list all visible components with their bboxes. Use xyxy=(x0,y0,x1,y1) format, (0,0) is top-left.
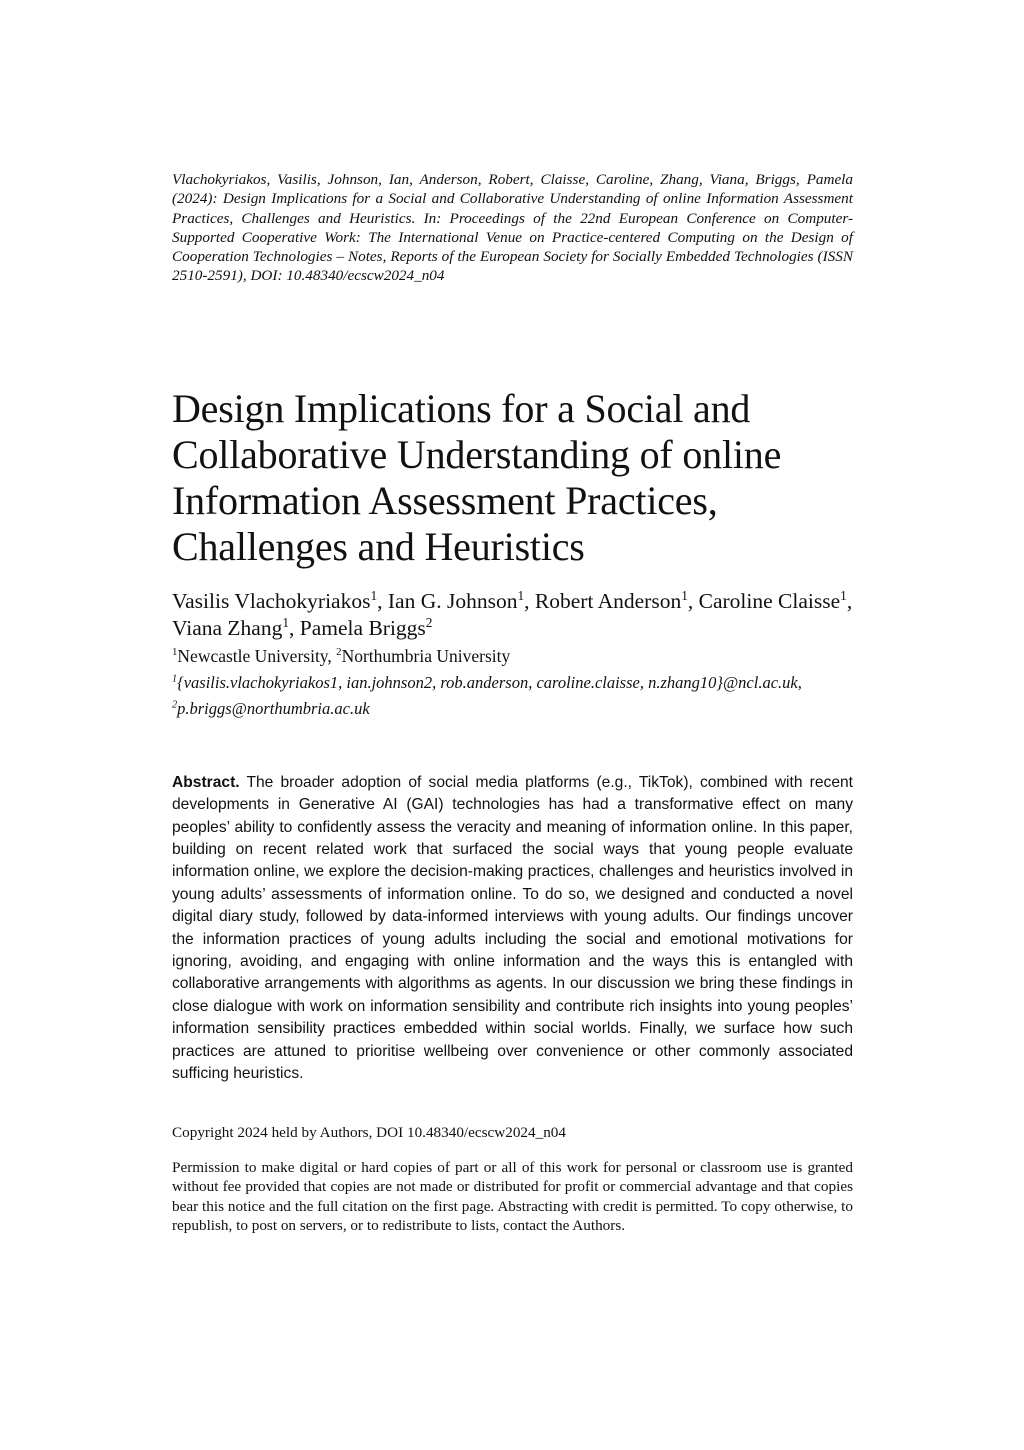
copyright-notice: Copyright 2024 held by Authors, DOI 10.48340/ecscw2024_n04 xyxy=(172,1124,566,1142)
author: Vasilis Vlachokyriakos$^1$, xyxy=(172,587,388,613)
abstract-label: Abstract. xyxy=(172,773,240,791)
author: Ian G. Johnson$^1$, xyxy=(387,587,535,613)
paper-page xyxy=(172,170,853,1236)
author: Caroline Claisse$^1$, xyxy=(698,587,853,613)
email-group: $^1${vasilis.vlachokyriakos1, ian.johnson2, rob.anderson, caroline.claisse, n.zhang10}@ncl.ac.uk, xyxy=(172,672,802,692)
affiliation: $^2$Northumbria University xyxy=(336,645,511,666)
abstract-text: The broader adoption of social media platforms (e.g., TikTok), combined with recent developments in Generative AI (GAI) technologies has had a transformative effect on many peoples’ ability to confidently assess the veracity and meaning of information online. In this paper, building on recent related work that surfaced the social ways that young people evaluate information online, we explore the decision-making practices, challenges and heuristics involved in young adults’ assessments of information online. To do so, we designed and conducted a novel digital diary study, followed by data-informed interviews with young adults. Our findings uncover the information practices of young adults including the social and emotional motivations for ignoring, avoiding, and engaging with online information and the ways this is entangled with collaborative arrangements with algorithms as agents. In our discussion we bring these findings in close dialogue with work on information sensibility and contribute rich insights into young peoples’ information sensibility practices embedded within social worlds. Finally, we surface how such practices are attuned to prioritise wellbeing over convenience or other commonly associated sufficing heuristics. xyxy=(172,773,853,1083)
author: Robert Anderson$^1$, xyxy=(534,587,699,613)
affiliations xyxy=(172,644,853,668)
citation-header: Vlachokyriakos, Vasilis, Johnson, Ian, Anderson, Robert, Claisse, Caroline, Zhang, Viana, Briggs, Pamela (2024): Design Implications for a Social and Collaborative Understanding of online Information Assessment Practices, Challenges and Heuristics. In: Proceedings of the 22nd European Conference on Computer-Supported Cooperative Work: The International Venue on Practice-centered Computing on the Design of Cooperation Technologies – Notes, Reports of the European Society for Socially Embedded Technologies (ISSN 2510-2591), DOI: 10.48340/ecscw2024_n04 xyxy=(172,171,853,285)
affiliation: $^1$Newcastle University, xyxy=(172,645,337,666)
author: Pamela Briggs$^2$ xyxy=(299,614,433,640)
paper-title: Design Implications for a Social and Collaborative Understanding of online Information Assessment Practices, Challenges and Heuristics xyxy=(172,385,782,569)
author: Viana Zhang$^1$, xyxy=(172,614,300,640)
author-list xyxy=(172,588,853,642)
author-emails xyxy=(172,670,853,722)
abstract xyxy=(172,772,853,1086)
permission-notice: Permission to make digital or hard copies of part or all of this work for personal or classroom use is granted without fee provided that copies are not made or distributed for profit or commercial advantage and that copies bear this notice and the full citation on the first page. Abstracting with credit is permitted. To copy otherwise, to republish, to post on servers, or to redistribute to lists, contact the Authors. xyxy=(172,1158,853,1235)
email-group: $^2$p.briggs@northumbria.ac.uk xyxy=(172,698,370,718)
